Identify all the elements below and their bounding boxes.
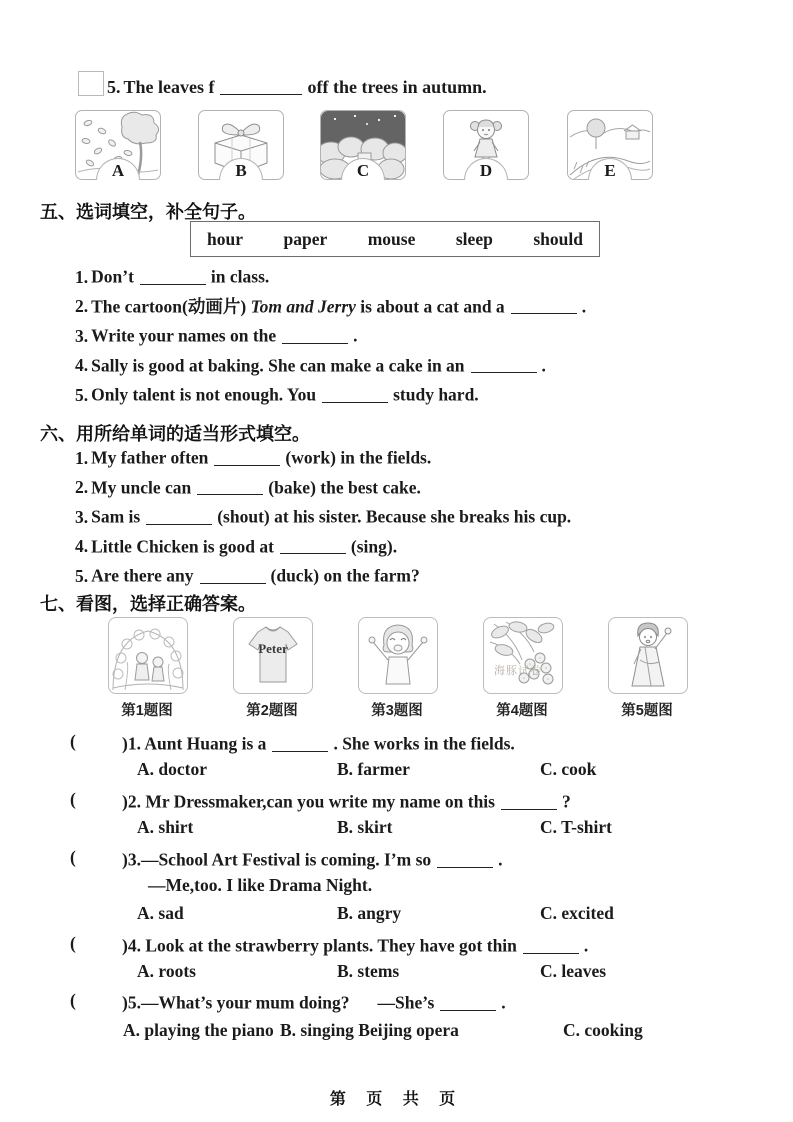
question-1: ( )1. Aunt Huang is a . She works in the fields.: [70, 731, 515, 754]
answer-paren[interactable]: (: [70, 990, 76, 1010]
word-bank-word: sleep: [455, 229, 493, 249]
top-question-sentence: [107, 74, 487, 97]
word-bank-word: hour: [207, 229, 243, 249]
answer-blank[interactable]: [282, 325, 348, 344]
picture-label-e: E: [588, 158, 632, 180]
question-5: ( )5.—What’s your mum doing? —She’s .: [70, 990, 506, 1013]
answer-blank[interactable]: [146, 506, 212, 525]
word-bank-word: mouse: [367, 229, 416, 249]
answer-paren[interactable]: (: [70, 933, 76, 953]
answer-blank[interactable]: [511, 296, 577, 315]
option-b[interactable]: B. stems: [337, 961, 400, 981]
question-3-line-2: —Me,too. I like Drama Night.: [148, 875, 373, 895]
caption-picture-1: 第1题图: [121, 703, 173, 719]
answer-blank[interactable]: [440, 992, 496, 1011]
answer-blank[interactable]: [214, 447, 280, 466]
section-7-title: 七、看图，选择正确答案。: [40, 594, 256, 614]
option-a[interactable]: A. sad: [137, 903, 184, 923]
question-1-options: [0, 759, 793, 783]
falling-leaves-image: [75, 110, 161, 180]
answer-paren[interactable]: (: [70, 847, 76, 867]
word-form-sentence: 1. My father often (work) in the fields.: [75, 447, 432, 468]
fill-blank-sentence: 5. Only talent is not enough. You study hard.: [75, 384, 479, 405]
strawberry-plants-image: [483, 617, 563, 694]
excited-girl-image: [358, 617, 438, 694]
option-a[interactable]: A. playing the piano: [123, 1020, 274, 1040]
answer-blank[interactable]: [220, 76, 302, 95]
fill-blank-sentence: 1. Don’t in class.: [75, 266, 270, 287]
option-c[interactable]: C. cook: [540, 759, 597, 779]
answer-blank[interactable]: [272, 733, 328, 752]
question-text-post: off the trees in autumn.: [307, 77, 487, 97]
picture-label-d: D: [464, 158, 508, 180]
word-form-sentence: 4. Little Chicken is good at (sing).: [75, 536, 398, 556]
option-c[interactable]: C. excited: [540, 903, 614, 923]
night-garden-image: [320, 110, 406, 180]
word-form-sentence: 3. Sam is (shout) at his sister. Because she breaks his cup.: [75, 506, 572, 527]
option-c[interactable]: C. leaves: [540, 961, 607, 981]
word-bank-word: paper: [283, 229, 328, 249]
tshirt-image: [233, 617, 313, 694]
option-a[interactable]: A. roots: [137, 961, 196, 981]
countryside-image: [567, 110, 653, 180]
shirt-name-text: Peter: [258, 641, 288, 656]
question-text-pre: The leaves f: [123, 77, 215, 97]
option-b[interactable]: B. singing Beijing opera: [280, 1020, 459, 1040]
answer-blank[interactable]: [140, 266, 206, 285]
answer-blank[interactable]: [437, 849, 493, 868]
answer-blank[interactable]: [471, 355, 537, 374]
question-4: ( )4. Look at the strawberry plants. They have got thin .: [70, 933, 589, 956]
caption-picture-5: 第5题图: [621, 703, 673, 719]
question-3: ( )3.—School Art Festival is coming. I’m so .: [70, 847, 503, 870]
answer-blank[interactable]: [200, 565, 266, 584]
girl-image: [443, 110, 529, 180]
option-a[interactable]: A. doctor: [137, 759, 207, 779]
answer-blank[interactable]: [523, 935, 579, 954]
word-form-sentence: 2. My uncle can (bake) the best cake.: [75, 477, 421, 497]
fill-blank-sentence: 3. Write your names on the .: [75, 325, 358, 346]
option-b[interactable]: B. skirt: [337, 817, 393, 837]
question-number: 5.: [107, 77, 121, 97]
answer-blank[interactable]: [197, 477, 263, 496]
question-2: ( )2. Mr Dressmaker,can you write my name on this ?: [70, 789, 571, 812]
word-bank-word: should: [533, 229, 583, 249]
answer-paren[interactable]: (: [70, 789, 76, 809]
watermark-text: 海豚试卷: [494, 665, 542, 677]
field-work-image: [108, 617, 188, 694]
section-5-title: 五、选词填空，补全句子。: [40, 202, 256, 222]
picture-label-c: C: [341, 158, 385, 180]
score-box[interactable]: [78, 71, 104, 96]
option-c[interactable]: C. T-shirt: [540, 817, 612, 837]
answer-blank[interactable]: [322, 384, 388, 403]
word-bank: [190, 221, 600, 257]
option-b[interactable]: B. farmer: [337, 759, 410, 779]
gift-box-image: [198, 110, 284, 180]
fill-blank-sentence: 2. The cartoon(动画片) Tom and Jerry is about a cat and a .: [75, 296, 587, 316]
caption-picture-2: 第2题图: [246, 703, 298, 719]
opera-boy-image: [608, 617, 688, 694]
page-footer: 第 页 共 页: [329, 1091, 464, 1108]
picture-label-b: B: [219, 158, 263, 180]
fill-blank-sentence: 4. Sally is good at baking. She can make a cake in an .: [75, 355, 546, 375]
option-b[interactable]: B. angry: [337, 903, 402, 923]
question-4-options: [0, 961, 793, 985]
question-5-options: [0, 1020, 793, 1044]
answer-blank[interactable]: [501, 791, 557, 810]
caption-picture-4: 第4题图: [496, 703, 548, 719]
caption-picture-3: 第3题图: [371, 703, 423, 719]
picture-label-a: A: [96, 158, 140, 180]
word-form-sentence: 5. Are there any (duck) on the farm?: [75, 565, 420, 586]
cartoon-title: Tom and Jerry: [250, 296, 356, 316]
section-6-title: 六、用所给单词的适当形式填空。: [40, 424, 310, 444]
question-3-options: [0, 903, 793, 927]
answer-paren[interactable]: (: [70, 731, 76, 751]
question-2-options: [0, 817, 793, 841]
section-5-items: [75, 264, 586, 412]
option-c[interactable]: C. cooking: [563, 1020, 643, 1040]
option-a[interactable]: A. shirt: [137, 817, 194, 837]
answer-blank[interactable]: [280, 536, 346, 555]
section-6-items: [75, 445, 571, 593]
